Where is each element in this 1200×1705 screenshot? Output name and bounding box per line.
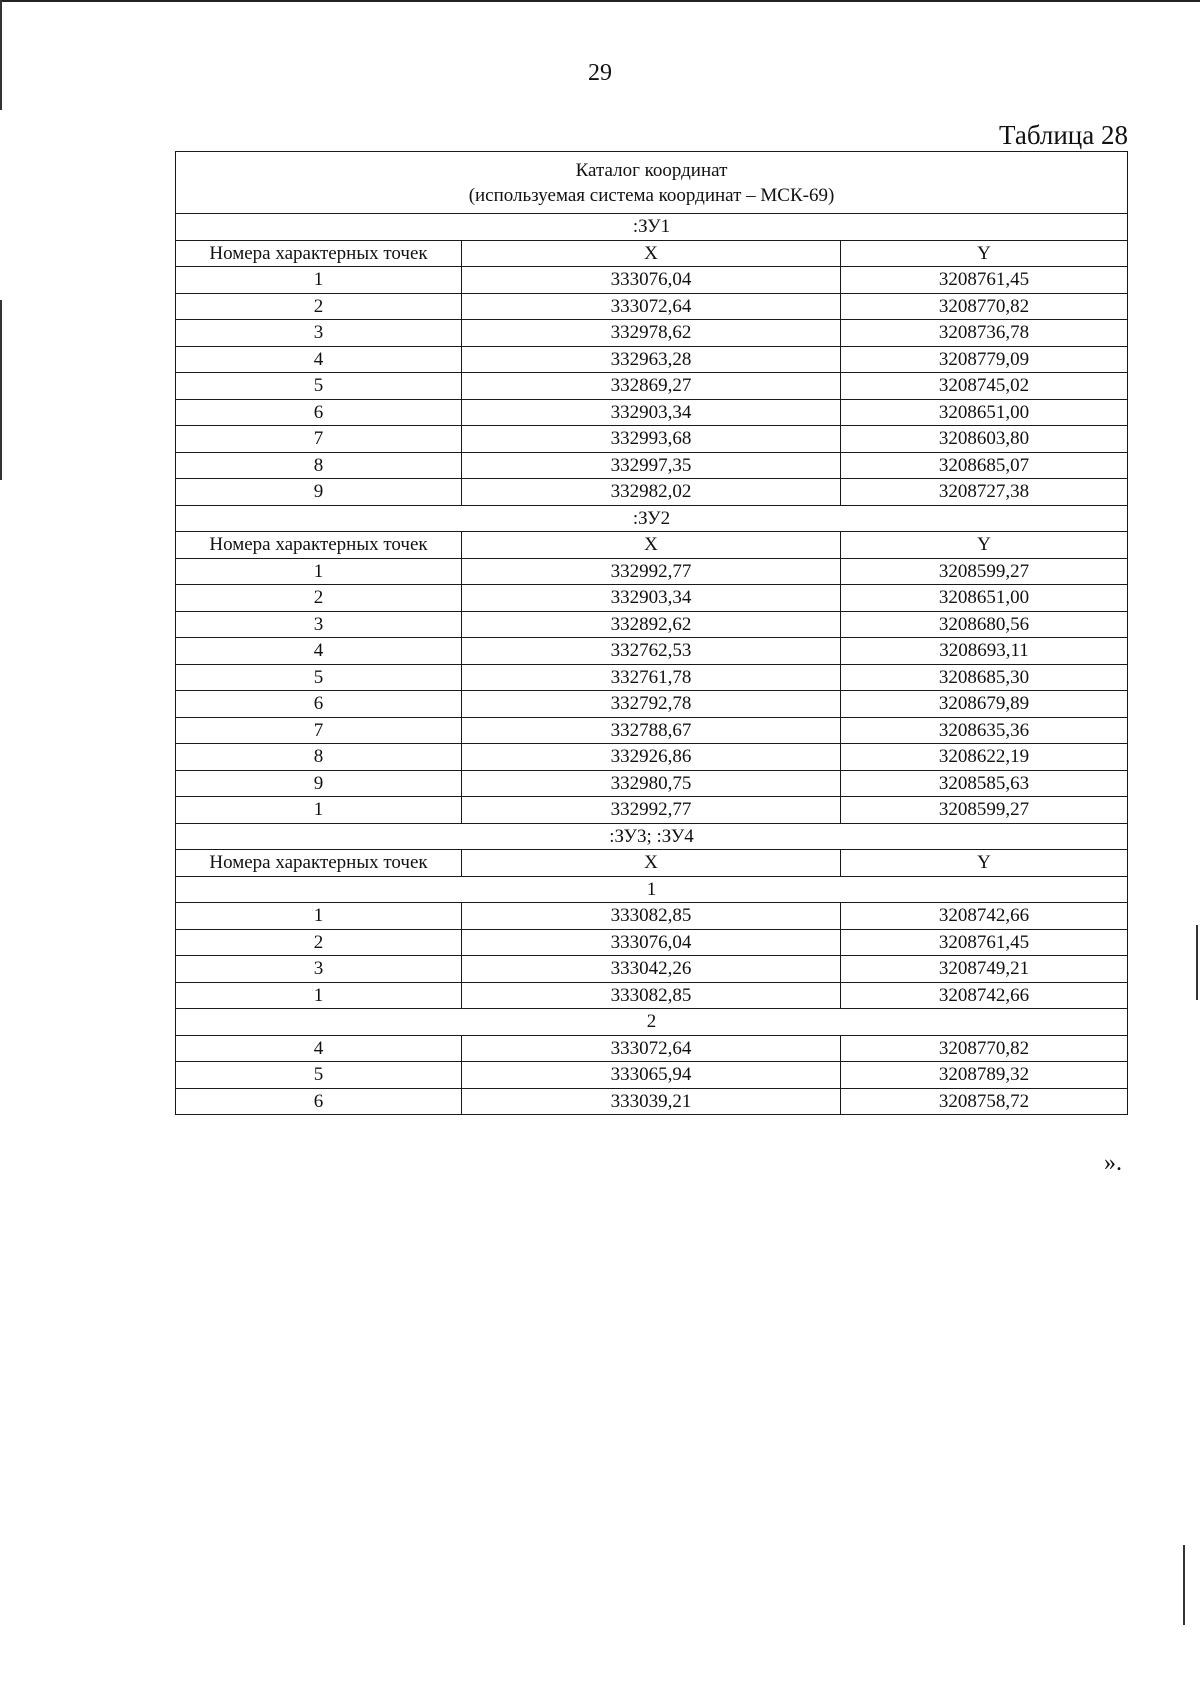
header-row — [176, 850, 1128, 877]
table-row — [176, 717, 1128, 744]
x-coordinate: 333072,64 — [462, 1035, 841, 1062]
scan-edge-right-low — [1183, 1545, 1185, 1625]
table-row — [176, 558, 1128, 585]
point-number: 2 — [176, 585, 462, 612]
point-number: 3 — [176, 320, 462, 347]
y-coordinate: 3208745,02 — [841, 373, 1128, 400]
table-title — [176, 152, 1128, 214]
point-number-header: Номера характерных точек — [176, 240, 462, 267]
y-coordinate: 3208635,36 — [841, 717, 1128, 744]
x-coordinate: 332788,67 — [462, 717, 841, 744]
x-coordinate: 332992,77 — [462, 558, 841, 585]
x-coordinate: 333039,21 — [462, 1088, 841, 1115]
table-title-line1: Каталог координат — [575, 160, 728, 181]
table-row — [176, 452, 1128, 479]
x-coordinate: 332903,34 — [462, 399, 841, 426]
x-coordinate: 332903,34 — [462, 585, 841, 612]
point-number: 4 — [176, 1035, 462, 1062]
point-number: 9 — [176, 479, 462, 506]
x-coordinate: 333072,64 — [462, 293, 841, 320]
point-number: 6 — [176, 399, 462, 426]
contour-row — [176, 876, 1128, 903]
y-coordinate: 3208693,11 — [841, 638, 1128, 665]
point-number: 4 — [176, 346, 462, 373]
point-number: 1 — [176, 797, 462, 824]
point-number: 5 — [176, 373, 462, 400]
point-number: 5 — [176, 664, 462, 691]
point-number: 6 — [176, 691, 462, 718]
closing-quote: ». — [1104, 1150, 1122, 1176]
x-coordinate: 332761,78 — [462, 664, 841, 691]
table-row — [176, 1088, 1128, 1115]
point-number: 8 — [176, 452, 462, 479]
x-coordinate: 332869,27 — [462, 373, 841, 400]
header-row — [176, 532, 1128, 559]
point-number: 6 — [176, 1088, 462, 1115]
table-row — [176, 770, 1128, 797]
y-coordinate: 3208685,07 — [841, 452, 1128, 479]
point-number: 3 — [176, 956, 462, 983]
table-row — [176, 346, 1128, 373]
y-coordinate: 3208622,19 — [841, 744, 1128, 771]
y-coordinate: 3208770,82 — [841, 293, 1128, 320]
table-row — [176, 1035, 1128, 1062]
point-number: 1 — [176, 267, 462, 294]
y-header: Y — [841, 240, 1128, 267]
x-coordinate: 332926,86 — [462, 744, 841, 771]
x-coordinate: 332978,62 — [462, 320, 841, 347]
coordinate-catalog-table — [175, 151, 1128, 1115]
point-number: 1 — [176, 982, 462, 1009]
x-header: X — [462, 240, 841, 267]
section-name: :ЗУ1 — [176, 214, 1128, 241]
x-coordinate: 333082,85 — [462, 982, 841, 1009]
x-coordinate: 332792,78 — [462, 691, 841, 718]
table-title-line2: (используемая система координат – МСК-69) — [468, 185, 835, 206]
y-coordinate: 3208679,89 — [841, 691, 1128, 718]
table-row — [176, 638, 1128, 665]
table-row — [176, 664, 1128, 691]
point-number: 7 — [176, 717, 462, 744]
x-coordinate: 332982,02 — [462, 479, 841, 506]
x-coordinate: 332892,62 — [462, 611, 841, 638]
y-coordinate: 3208749,21 — [841, 956, 1128, 983]
point-number: 1 — [176, 558, 462, 585]
top-rule — [0, 0, 1200, 2]
x-coordinate: 333076,04 — [462, 267, 841, 294]
table-row — [176, 399, 1128, 426]
table-row — [176, 956, 1128, 983]
x-coordinate: 333082,85 — [462, 903, 841, 930]
x-coordinate: 332963,28 — [462, 346, 841, 373]
point-number: 8 — [176, 744, 462, 771]
table-row — [176, 426, 1128, 453]
x-coordinate: 332980,75 — [462, 770, 841, 797]
y-coordinate: 3208727,38 — [841, 479, 1128, 506]
x-coordinate: 332993,68 — [462, 426, 841, 453]
y-coordinate: 3208680,56 — [841, 611, 1128, 638]
y-header: Y — [841, 850, 1128, 877]
x-coordinate: 333065,94 — [462, 1062, 841, 1089]
y-coordinate: 3208761,45 — [841, 929, 1128, 956]
table-row — [176, 479, 1128, 506]
section-row — [176, 823, 1128, 850]
y-coordinate: 3208742,66 — [841, 982, 1128, 1009]
table-title-row — [176, 152, 1128, 214]
scan-edge-left-mid — [0, 300, 2, 480]
y-coordinate: 3208789,32 — [841, 1062, 1128, 1089]
section-row — [176, 214, 1128, 241]
table-row — [176, 982, 1128, 1009]
table-row — [176, 1062, 1128, 1089]
point-number-header: Номера характерных точек — [176, 532, 462, 559]
contour-label: 1 — [176, 876, 1128, 903]
y-header: Y — [841, 532, 1128, 559]
table-row — [176, 903, 1128, 930]
scan-edge-right-mid — [1196, 925, 1198, 1000]
y-coordinate: 3208599,27 — [841, 797, 1128, 824]
y-coordinate: 3208651,00 — [841, 399, 1128, 426]
y-coordinate: 3208761,45 — [841, 267, 1128, 294]
table-row — [176, 691, 1128, 718]
scan-edge-left-top — [0, 0, 2, 110]
table-row — [176, 267, 1128, 294]
y-coordinate: 3208651,00 — [841, 585, 1128, 612]
section-name: :ЗУ3; :ЗУ4 — [176, 823, 1128, 850]
y-coordinate: 3208599,27 — [841, 558, 1128, 585]
section-name: :ЗУ2 — [176, 505, 1128, 532]
table-row — [176, 585, 1128, 612]
table-label: Таблица 28 — [999, 120, 1128, 150]
point-number: 2 — [176, 293, 462, 320]
y-coordinate: 3208685,30 — [841, 664, 1128, 691]
table-row — [176, 929, 1128, 956]
y-coordinate: 3208770,82 — [841, 1035, 1128, 1062]
point-number: 1 — [176, 903, 462, 930]
y-coordinate: 3208736,78 — [841, 320, 1128, 347]
x-header: X — [462, 850, 841, 877]
point-number: 5 — [176, 1062, 462, 1089]
y-coordinate: 3208742,66 — [841, 903, 1128, 930]
table-row — [176, 320, 1128, 347]
y-coordinate: 3208758,72 — [841, 1088, 1128, 1115]
page-number: 29 — [588, 60, 612, 86]
x-coordinate: 333042,26 — [462, 956, 841, 983]
point-number: 2 — [176, 929, 462, 956]
y-coordinate: 3208603,80 — [841, 426, 1128, 453]
table-row — [176, 611, 1128, 638]
x-coordinate: 333076,04 — [462, 929, 841, 956]
x-coordinate: 332997,35 — [462, 452, 841, 479]
x-header: X — [462, 532, 841, 559]
point-number: 4 — [176, 638, 462, 665]
point-number-header: Номера характерных точек — [176, 850, 462, 877]
y-coordinate: 3208779,09 — [841, 346, 1128, 373]
table-row — [176, 373, 1128, 400]
table-row — [176, 744, 1128, 771]
header-row — [176, 240, 1128, 267]
point-number: 7 — [176, 426, 462, 453]
contour-label: 2 — [176, 1009, 1128, 1036]
contour-row — [176, 1009, 1128, 1036]
table-row — [176, 293, 1128, 320]
table-row — [176, 797, 1128, 824]
section-row — [176, 505, 1128, 532]
y-coordinate: 3208585,63 — [841, 770, 1128, 797]
point-number: 9 — [176, 770, 462, 797]
catalog-body — [176, 152, 1128, 1115]
point-number: 3 — [176, 611, 462, 638]
x-coordinate: 332992,77 — [462, 797, 841, 824]
x-coordinate: 332762,53 — [462, 638, 841, 665]
